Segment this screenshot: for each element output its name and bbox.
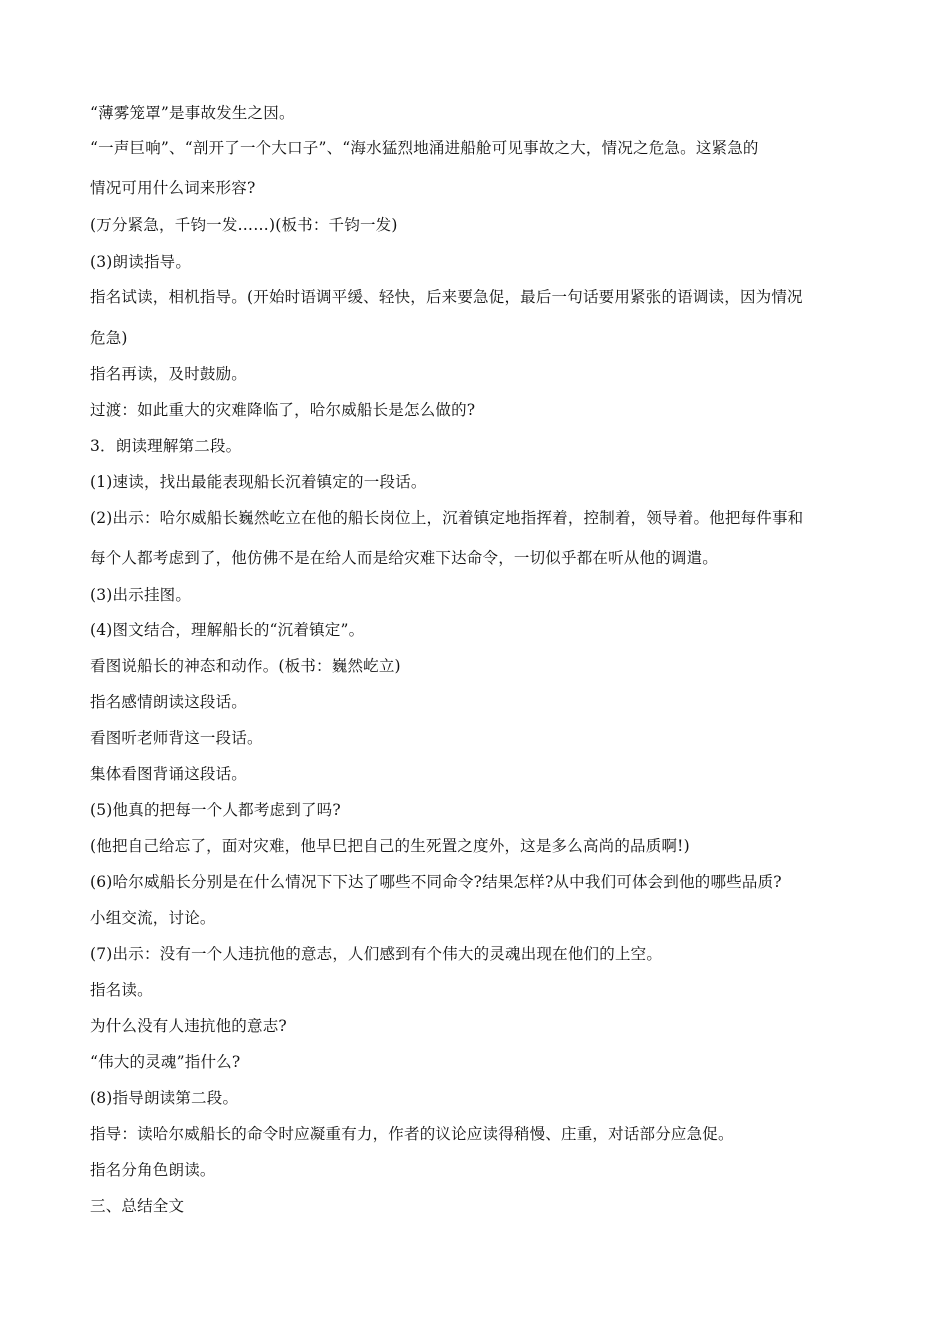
text-line: “伟大的灵魂”指什么? <box>90 1053 241 1071</box>
text-line: 指名读。 <box>90 981 153 999</box>
text-line: (8)指导朗读第二段。 <box>90 1089 239 1107</box>
text-line: (4)图文结合，理解船长的“沉着镇定”。 <box>90 621 365 639</box>
text-line: 每个人都考虑到了，他仿佛不是在给人而是给灾难下达命令，一切似乎都在听从他的调遣。 <box>90 549 719 567</box>
text-line: (7)出示：没有一个人违抗他的意志，人们感到有个伟大的灵魂出现在他们的上空。 <box>90 945 663 963</box>
section-heading: 三、总结全文 <box>90 1197 185 1215</box>
text-line: 危急) <box>90 329 128 347</box>
text-line: (6)哈尔威船长分别是在什么情况下下达了哪些不同命令?结果怎样?从中我们可体会到他的哪些品质? <box>90 873 782 891</box>
text-line: 情况可用什么词来形容? <box>90 179 256 197</box>
text-line: (1)速读，找出最能表现船长沉着镇定的一段话。 <box>90 473 427 491</box>
text-line: 为什么没有人违抗他的意志? <box>90 1017 287 1035</box>
text-line: 看图说船长的神态和动作。(板书：巍然屹立) <box>90 657 401 675</box>
text-line: (万分紧急，千钧一发……)(板书：千钧一发) <box>90 216 398 234</box>
text-line: 集体看图背诵这段话。 <box>90 765 248 783</box>
text-line: 指导：读哈尔威船长的命令时应凝重有力，作者的议论应读得稍慢、庄重，对话部分应急促。 <box>90 1125 734 1143</box>
text-line: 3．朗读理解第二段。 <box>90 437 242 455</box>
text-line: (3)朗读指导。 <box>90 253 192 271</box>
text-line: (他把自己给忘了，面对灾难，他早巳把自己的生死置之度外，这是多么高尚的品质啊!) <box>90 837 690 855</box>
text-line: (2)出示：哈尔威船长巍然屹立在他的船长岗位上，沉着镇定地指挥着，控制着，领导着。他把每件事和 <box>90 509 804 527</box>
text-line: 看图听老师背这一段话。 <box>90 729 263 747</box>
text-line: 小组交流，讨论。 <box>90 909 216 927</box>
text-line: 指名再读，及时鼓励。 <box>90 365 248 383</box>
text-line: (5)他真的把每一个人都考虑到了吗? <box>90 801 341 819</box>
text-line: (3)出示挂图。 <box>90 586 192 604</box>
text-line: “薄雾笼罩”是事故发生之因。 <box>90 104 295 122</box>
text-line: “一声巨响”、“剖开了一个大口子”、“海水猛烈地涌进船舱可见事故之大，情况之危急。这紧急的 <box>90 139 759 157</box>
text-line: 指名感情朗读这段话。 <box>90 693 248 711</box>
text-line: 过渡：如此重大的灾难降临了，哈尔威船长是怎么做的? <box>90 401 476 419</box>
text-line: 指名试读，相机指导。(开始时语调平缓、轻快，后来要急促，最后一句话要用紧张的语调读，因为情况 <box>90 288 803 306</box>
text-line: 指名分角色朗读。 <box>90 1161 216 1179</box>
